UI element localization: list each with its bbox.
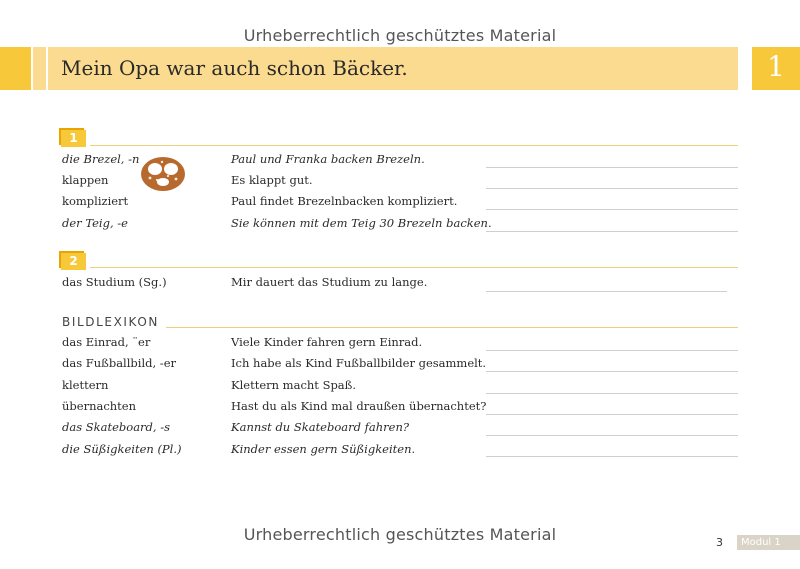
section-1-divider (90, 145, 738, 146)
example-uebernachten: Hast du als Kind mal draußen übernachtet? (231, 399, 487, 413)
term-klappen: klappen (62, 173, 109, 187)
header-accent-bar (0, 47, 31, 90)
example-fussballbild: Ich habe als Kind Fußballbilder gesammelt. (231, 356, 487, 370)
watermark-bottom: Urheberrechtlich geschütztes Material (243, 525, 557, 544)
term-kompliziert: kompliziert (62, 194, 129, 208)
term-studium: das Studium (Sg.) (62, 275, 167, 289)
example-studium: Mir dauert das Studium zu lange. (231, 275, 428, 289)
writing-line (486, 291, 727, 292)
example-suessigkeiten: Kinder essen gern Süßigkeiten. (231, 442, 416, 456)
example-kompliziert: Paul findet Brezelnbacken kompliziert. (231, 194, 458, 208)
writing-line (486, 435, 738, 436)
watermark-top: Urheberrechtlich geschütztes Material (243, 26, 557, 45)
section-1-badge: 1 (61, 130, 86, 147)
writing-line (486, 393, 738, 394)
chapter-number: 1 (767, 50, 785, 83)
example-klettern: Klettern macht Spaß. (231, 378, 357, 392)
page-number: 3 (716, 536, 723, 549)
pretzel-icon (138, 152, 188, 194)
term-uebernachten: übernachten (62, 399, 137, 413)
writing-line (486, 371, 738, 372)
example-klappen: Es klappt gut. (231, 173, 313, 187)
bildlexikon-heading: BILDLEXIKON (62, 315, 159, 329)
term-teig: der Teig, -e (62, 216, 128, 230)
writing-line (486, 414, 738, 415)
page-title: Mein Opa war auch schon Bäcker. (61, 56, 408, 80)
example-einrad: Viele Kinder fahren gern Einrad. (231, 335, 423, 349)
writing-line (486, 456, 738, 457)
writing-line (486, 350, 738, 351)
term-brezel: die Brezel, -n (62, 152, 140, 166)
header-accent-bar-light (33, 47, 46, 90)
term-einrad: das Einrad, ¨er (62, 335, 151, 349)
example-brezel: Paul und Franka backen Brezeln. (231, 152, 425, 166)
section-2-badge: 2 (61, 253, 86, 270)
writing-line (486, 188, 738, 189)
example-teig: Sie können mit dem Teig 30 Brezeln backen. (231, 216, 492, 230)
term-skateboard: das Skateboard, -s (62, 420, 171, 434)
term-fussballbild: das Fußballbild, -er (62, 356, 176, 370)
writing-line (486, 209, 738, 210)
section-2-divider (90, 267, 738, 268)
term-klettern: klettern (62, 378, 109, 392)
term-suessigkeiten: die Süßigkeiten (Pl.) (62, 442, 182, 456)
example-skateboard: Kannst du Skateboard fahren? (231, 420, 410, 434)
writing-line (486, 231, 738, 232)
bildlexikon-divider (166, 327, 738, 328)
writing-line (486, 167, 738, 168)
module-label: Modul 1 (737, 535, 800, 550)
